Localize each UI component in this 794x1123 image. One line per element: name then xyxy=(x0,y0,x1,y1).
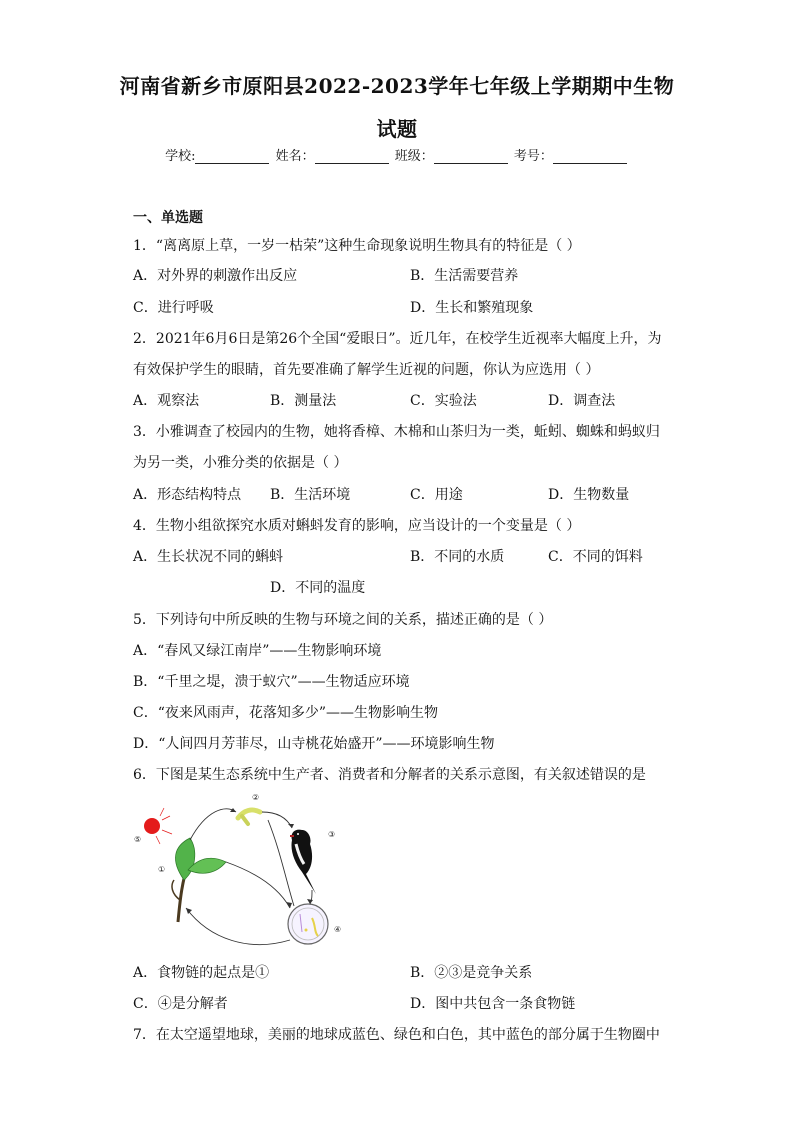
school-blank[interactable] xyxy=(195,150,269,164)
q2-option-a[interactable]: A．观察法 xyxy=(133,393,200,409)
q1-option-c[interactable]: C．进行呼吸 xyxy=(133,300,214,316)
q4-option-c[interactable]: C．不同的饵料 xyxy=(548,549,643,565)
q2-option-d[interactable]: D．调查法 xyxy=(548,393,616,409)
question-4-stem: 4．生物小组欲探究水质对蝌蚪发育的影响，应当设计的一个变量是（ ） xyxy=(133,518,581,534)
decomposer-icon xyxy=(288,904,328,944)
label-5: ⑤ xyxy=(134,835,142,844)
q5-option-c[interactable]: C．“夜来风雨声，花落知多少”——生物影响生物 xyxy=(133,705,439,721)
student-info-row xyxy=(0,145,794,164)
label-1: ① xyxy=(158,865,166,874)
q2-option-b[interactable]: B．测量法 xyxy=(270,393,337,409)
q5-option-b[interactable]: B．“千里之堤，溃于蚁穴”——生物适应环境 xyxy=(133,674,410,690)
question-1-stem: 1．“离离原上草，一岁一枯荣”这种生命现象说明生物具有的特征是（ ） xyxy=(133,238,581,254)
sun-icon xyxy=(144,818,160,834)
q6-option-b[interactable]: B．②③是竞争关系 xyxy=(410,965,533,981)
label-4: ④ xyxy=(334,925,342,934)
q5-option-a[interactable]: A．“春风又绿江南岸”——生物影响环境 xyxy=(133,643,382,659)
question-3-stem-line2: 为另一类，小雅分类的依据是（ ） xyxy=(133,455,348,471)
swallow-bird-icon xyxy=(290,830,316,894)
question-7-stem: 7．在太空遥望地球，美丽的地球成蓝色、绿色和白色，其中蓝色的部分属于生物圈中 xyxy=(133,1027,660,1043)
label-2: ② xyxy=(252,793,260,802)
q6-option-c[interactable]: C．④是分解者 xyxy=(133,996,228,1012)
class-blank[interactable] xyxy=(434,150,508,164)
page-title-line2: 试题 xyxy=(376,117,418,141)
section-heading: 一、单选题 xyxy=(133,210,203,226)
q4-option-a[interactable]: A．生长状况不同的蝌蚪 xyxy=(133,549,284,565)
exam-number-blank[interactable] xyxy=(553,150,627,164)
question-2-stem-line2: 有效保护学生的眼睛，首先要准确了解学生近视的问题，你认为应选用（ ） xyxy=(133,362,600,378)
question-3-stem: 3．小雅调查了校园内的生物，她将香樟、木棉和山茶归为一类，蚯蚓、蜘蛛和蚂蚁归 xyxy=(133,424,660,440)
name-blank[interactable] xyxy=(315,150,389,164)
q4-option-d[interactable]: D．不同的温度 xyxy=(270,580,366,596)
q3-option-d[interactable]: D．生物数量 xyxy=(548,487,630,503)
question-2-stem: 2．2021年6月6日是第26个全国“爱眼日”。近几年，在校学生近视率大幅度上升，为 xyxy=(133,331,662,347)
label-3: ③ xyxy=(328,830,336,839)
q3-option-b[interactable]: B．生活环境 xyxy=(270,487,351,503)
q1-option-a[interactable]: A．对外界的刺激作出反应 xyxy=(133,268,298,284)
q4-option-b[interactable]: B．不同的水质 xyxy=(410,549,505,565)
class-label: 班级： xyxy=(394,149,434,164)
page-title: 河南省新乡市原阳县2022-2023学年七年级上学期期中生物 xyxy=(119,74,675,98)
q2-option-c[interactable]: C．实验法 xyxy=(410,393,477,409)
q3-option-a[interactable]: A．形态结构特点 xyxy=(133,487,242,503)
plant-icon xyxy=(172,838,226,922)
q3-option-c[interactable]: C．用途 xyxy=(410,487,463,503)
q6-option-d[interactable]: D．图中共包含一条食物链 xyxy=(410,996,576,1012)
question-6-stem: 6．下图是某生态系统中生产者、消费者和分解者的关系示意图，有关叙述错误的是 xyxy=(133,767,646,783)
caterpillar-icon xyxy=(238,810,260,824)
ecosystem-diagram xyxy=(130,790,350,950)
question-5-stem: 5．下列诗句中所反映的生物与环境之间的关系，描述正确的是（ ） xyxy=(133,612,553,628)
q1-option-d[interactable]: D．生长和繁殖现象 xyxy=(410,300,534,316)
school-label: 学校: xyxy=(165,149,196,164)
q5-option-d[interactable]: D．“人间四月芳菲尽，山寺桃花始盛开”——环境影响生物 xyxy=(133,736,495,752)
q6-option-a[interactable]: A．食物链的起点是① xyxy=(133,965,270,981)
name-label: 姓名： xyxy=(275,149,315,164)
exam-number-label: 考号： xyxy=(513,149,553,164)
q1-option-b[interactable]: B．生活需要营养 xyxy=(410,268,519,284)
